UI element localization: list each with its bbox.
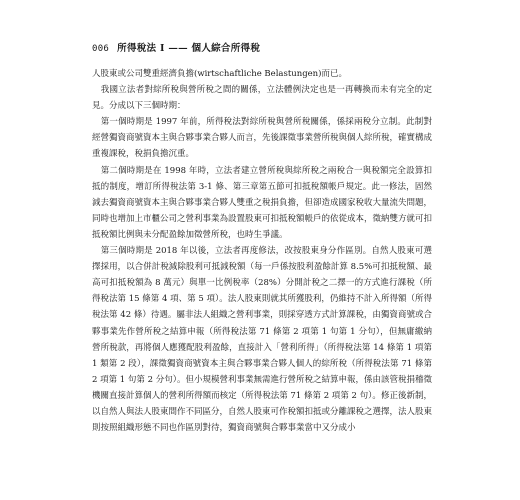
- paragraph-2: 我國立法者對綜所稅與營所稅之間的關係，立法體例決定也是一再轉換而未有完全的定見。分成以下三個時期：: [92, 85, 432, 112]
- paragraph-5: 第三個時期是 2018 年以後，立法者再度修法，改按股東身分作區別。自然人股東可選擇採用，以合併計稅減除股利可抵減稅額（每一戶係按股利盈餘計算 8.5%可扣抵稅額、最高可扣抵稅額為 8 萬元）與單一比例稅率（28%）分開計稅之二擇一的方式進行課稅（所得稅法第 15 條第 4 項、第 5 項）。法人股東則就其所獲股利，仍維持不計入所得額（所得稅法第 42 條）待遇。屬非法人組織之營利事業，則採穿透方式計算課稅，由獨資商號或合夥事業先作營所稅之結算申報（所得稅法第 71 條第 2 項第 1 句第 1 分句），但無庸繳納營所稅款，再將個人應獲配股利盈餘，直接計入「營利所得」（所得稅法第 14 條第 1 項第 1 類第 2 段），課徵獨資商號資本主與合夥事業合夥人個人的綜所稅（所得稅法第 71 條第 2 項第 1 句第 2 分句）。但小規模營利事業無需進行營所稅之結算申報，係由該管稅捐稽徵機關直接計算個人的營利所得額而核定（所得稅法第 71 條第 2 項第 2 句）。修正後新制，以自然人與法人股東間作不同區分，自然人股東可作稅額扣抵或分離課稅之選擇，法人股東則按照組織形態不同也作區別對待，獨資商號與合夥事業當中又分成小: [92, 246, 435, 434]
- page-number: 006: [92, 44, 110, 54]
- body-text: [92, 66, 435, 436]
- paragraph-1: 人股東或公司雙重經濟負擔(wirtschaftliche Belastungen)而已。: [92, 69, 347, 79]
- running-header: [92, 40, 260, 54]
- running-title: 所得稅法 I —— 個人綜合所得稅: [117, 43, 261, 54]
- paragraph-4: 第二個時期是在 1998 年時，立法者建立營所稅與綜所稅之兩稅合一與稅額完全設算扣抵的制度，增訂所得稅法第 3-1 條、第三章第五節可扣抵稅額帳戶規定。此一修法，固然減去獨資商號資本主與合夥事業合夥人雙重之稅捐負擔，但卻造成國家稅收大量流失問題，同時也增加上市櫃公司之營利事業為設置股東可扣抵稅額帳戶的依從成本，徵納雙方就可扣抵稅額比例與未分配盈餘加徵營所稅，也時生爭議。: [92, 165, 433, 240]
- paragraph-3: 第一個時期是 1997 年前，所得稅法對綜所稅與營所稅關係，係採兩稅分立制。此制對經營獨資商號資本主與合夥事業合夥人而言，先後課徵事業營所稅與個人綜所稅，確實構成重複課稅，稅捐負擔沉重。: [92, 117, 433, 160]
